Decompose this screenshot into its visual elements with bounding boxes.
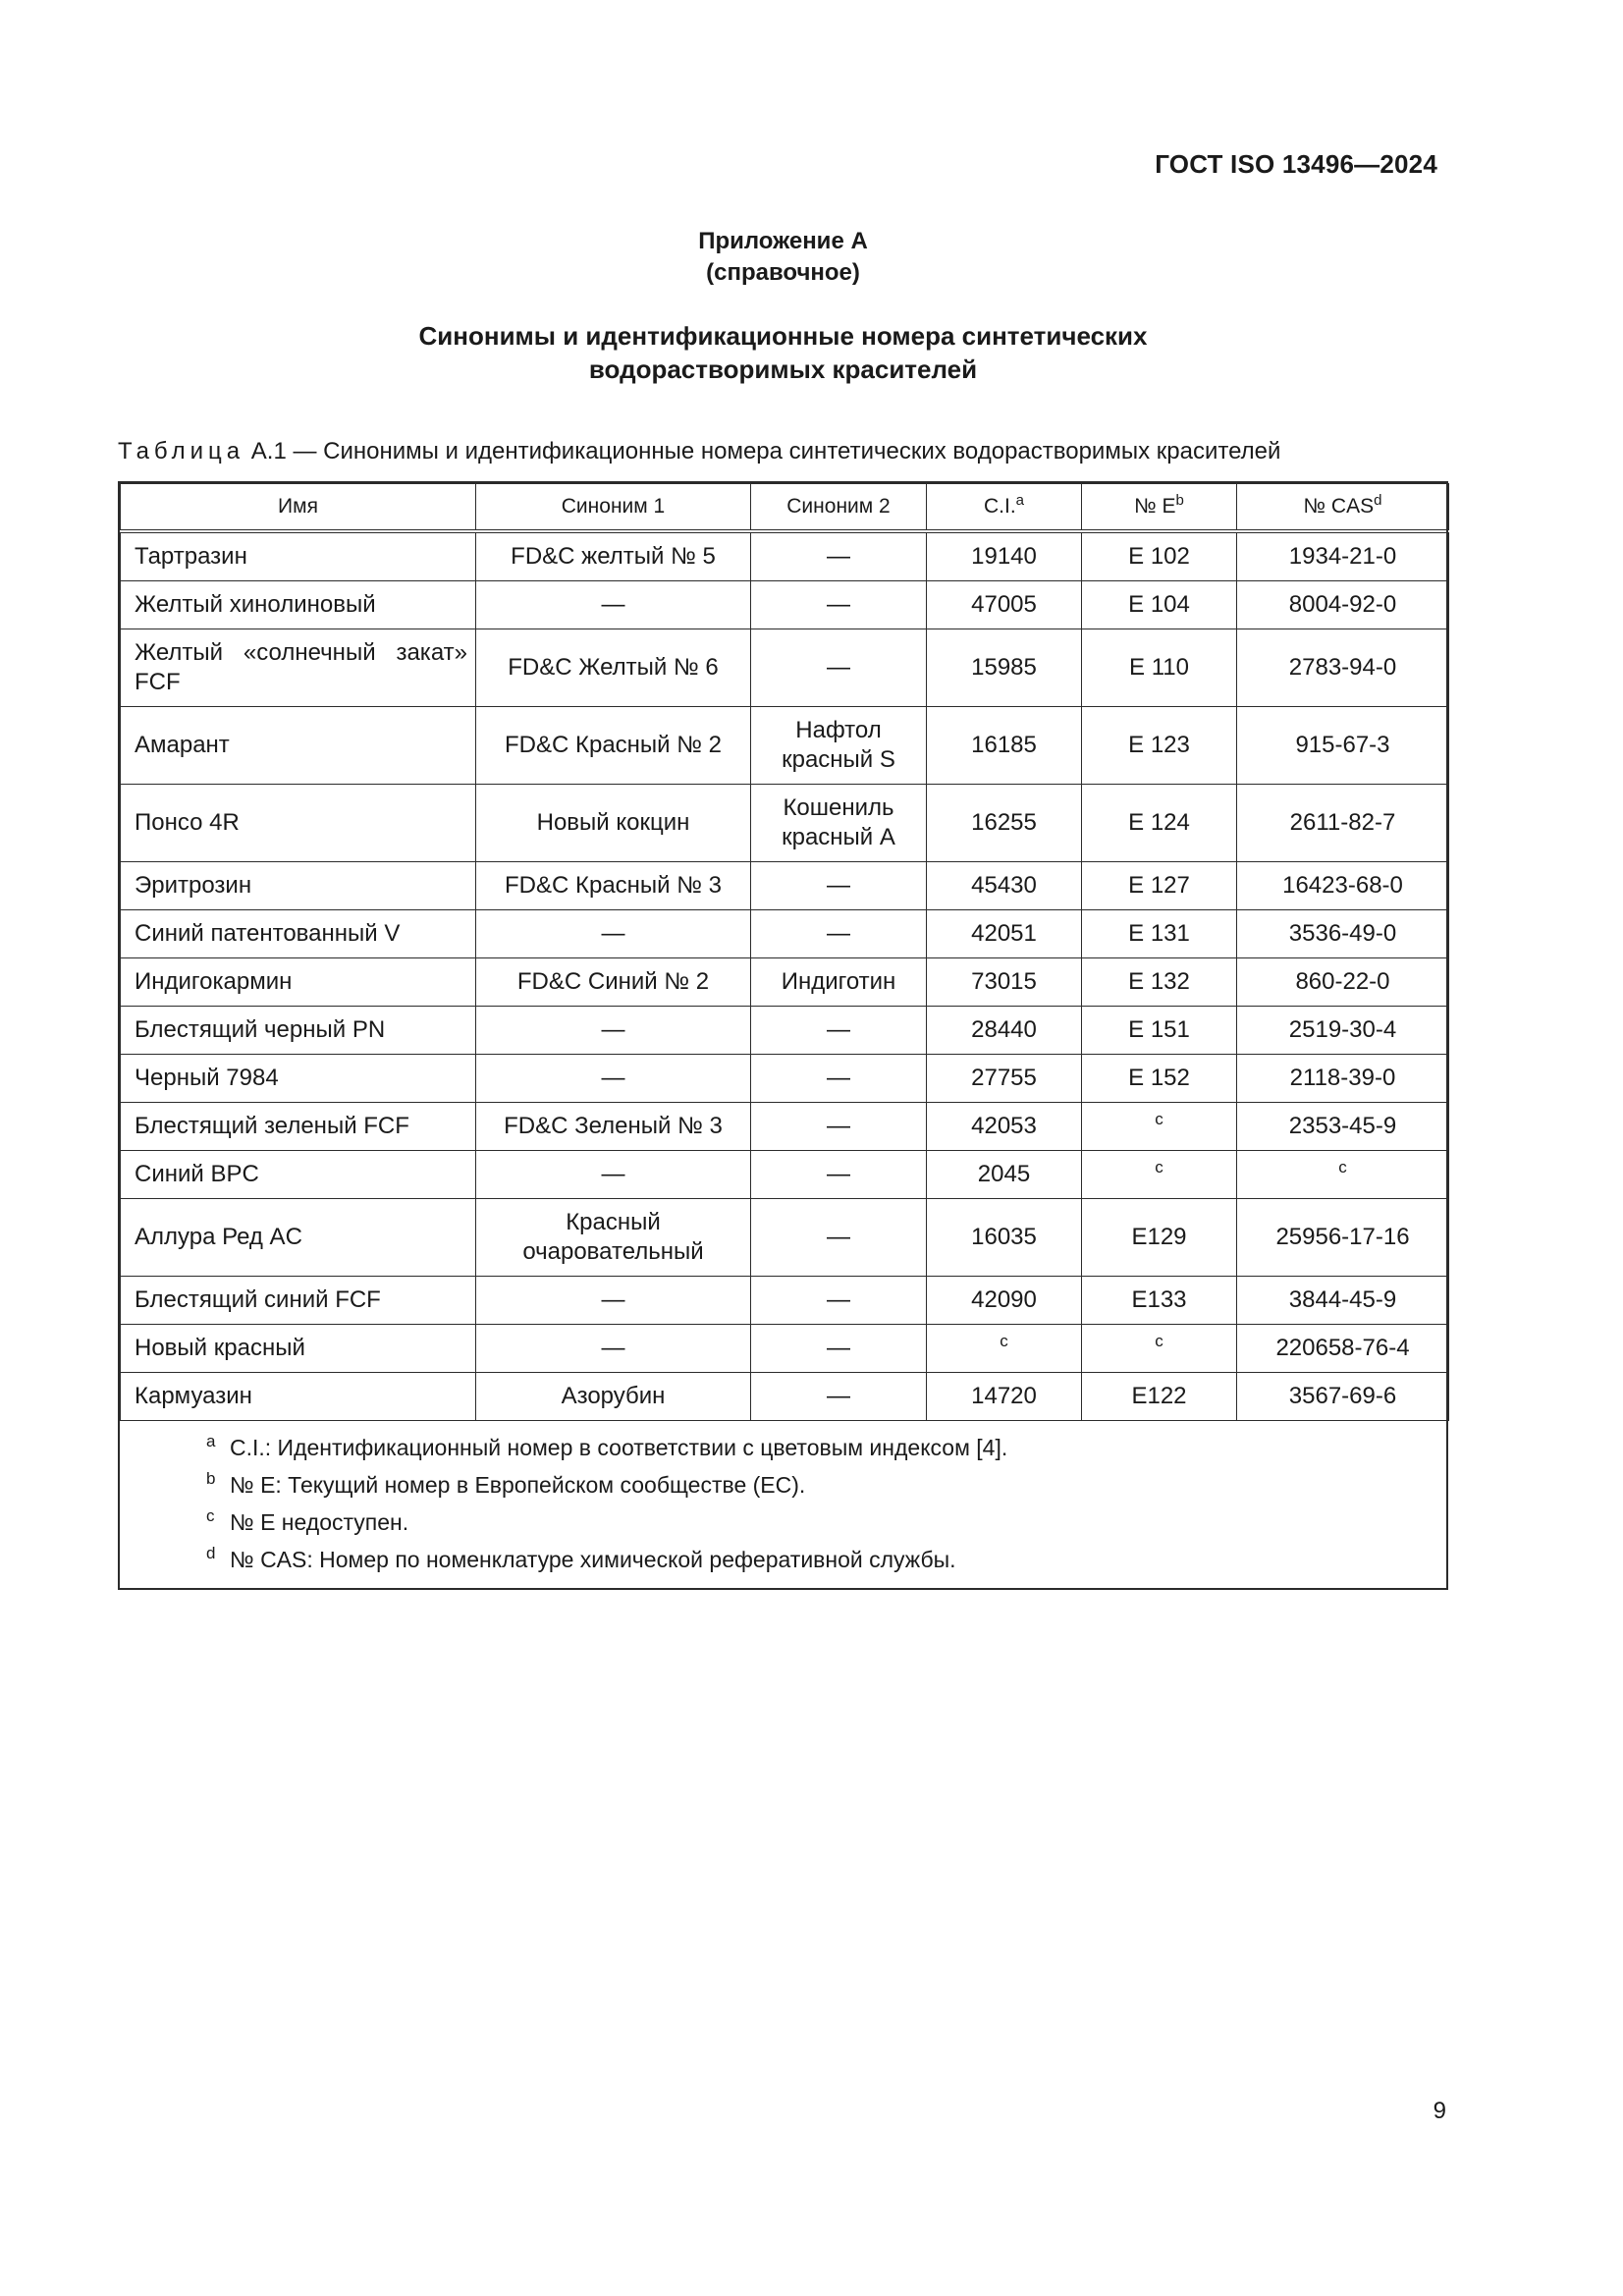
footnote-text: № CAS: Номер по номенклатуре химической реферативной службы. [230, 1547, 956, 1572]
cell-e-number: E 132 [1082, 958, 1237, 1007]
cell-synonym2: — [751, 1199, 927, 1277]
cell-e-number: E 110 [1082, 629, 1237, 707]
cell-synonym2: Кошениль красный A [751, 785, 927, 862]
cell-cas [1237, 1151, 1449, 1199]
table-row [121, 1055, 1449, 1103]
cell-e-number: E 104 [1082, 581, 1237, 629]
cell-ci: 42053 [927, 1103, 1082, 1151]
header-e-number [1082, 484, 1237, 532]
cell-synonym1: Красный очаровательный [476, 1199, 751, 1277]
footnote-mark: a [206, 1432, 216, 1450]
cell-e-number [1082, 1151, 1237, 1199]
cell-synonym1: — [476, 581, 751, 629]
table-row [121, 1007, 1449, 1055]
cell-name: Амарант [121, 707, 476, 785]
cell-synonym2: — [751, 1007, 927, 1055]
dyes-table [120, 483, 1449, 1421]
table-header-row [121, 484, 1449, 532]
cell-cas: 3536-49-0 [1237, 910, 1449, 958]
cell-synonym1: Азорубин [476, 1373, 751, 1421]
cell-cas: 8004-92-0 [1237, 581, 1449, 629]
cell-name: Аллура Ред AC [121, 1199, 476, 1277]
header-ci [927, 484, 1082, 532]
footnote-mark: d [206, 1544, 216, 1562]
cell-name: Индигокармин [121, 958, 476, 1007]
footnote-marker: b [1175, 492, 1184, 509]
document-code: ГОСТ ISO 13496—2024 [1155, 149, 1437, 179]
footnote [206, 1503, 1446, 1541]
cell-ci [927, 1325, 1082, 1373]
cell-name: Желтый «солнечный закат» FCF [121, 629, 476, 707]
table-row [121, 862, 1449, 910]
cell-e-number: E129 [1082, 1199, 1237, 1277]
footnote-marker: c [1155, 1332, 1163, 1350]
cell-ci: 73015 [927, 958, 1082, 1007]
cell-cas: 2519-30-4 [1237, 1007, 1449, 1055]
cell-synonym2: — [751, 1277, 927, 1325]
header-label: Синоним 1 [561, 495, 666, 518]
footnote [206, 1466, 1446, 1503]
cell-cas: 25956-17-16 [1237, 1199, 1449, 1277]
header-label: Синоним 2 [786, 495, 891, 518]
cell-synonym1: — [476, 1277, 751, 1325]
footnote-marker: c [1338, 1158, 1347, 1176]
cell-synonym1: — [476, 910, 751, 958]
cell-cas: 3844-45-9 [1237, 1277, 1449, 1325]
footnote-mark: c [206, 1506, 215, 1525]
cell-cas: 16423-68-0 [1237, 862, 1449, 910]
footnote-text: C.I.: Идентификационный номер в соответствии с цветовым индексом [4]. [230, 1435, 1008, 1460]
table-row [121, 1151, 1449, 1199]
cell-synonym2: — [751, 910, 927, 958]
cell-synonym2: — [751, 1151, 927, 1199]
cell-ci: 28440 [927, 1007, 1082, 1055]
footnote-text: № E недоступен. [230, 1509, 409, 1535]
header-synonym1 [476, 484, 751, 532]
cell-name: Синий BPC [121, 1151, 476, 1199]
table-row [121, 1199, 1449, 1277]
cell-synonym1: — [476, 1151, 751, 1199]
cell-name: Блестящий зеленый FCF [121, 1103, 476, 1151]
cell-synonym2: — [751, 862, 927, 910]
annex-kind: (справочное) [706, 259, 860, 286]
footnote-marker: c [1000, 1332, 1008, 1350]
table-row [121, 629, 1449, 707]
cell-cas: 2783-94-0 [1237, 629, 1449, 707]
cell-ci: 15985 [927, 629, 1082, 707]
cell-synonym2: Нафтол красный S [751, 707, 927, 785]
cell-synonym2: — [751, 1055, 927, 1103]
cell-synonym1: FD&C Красный № 2 [476, 707, 751, 785]
cell-e-number [1082, 1325, 1237, 1373]
footnote [206, 1429, 1446, 1466]
page-number: 9 [1433, 2098, 1446, 2124]
annex-title: Приложение А [698, 228, 868, 254]
cell-name: Синий патентованный V [121, 910, 476, 958]
header-label: Имя [278, 495, 318, 518]
cell-cas: 860-22-0 [1237, 958, 1449, 1007]
table-row [121, 785, 1449, 862]
cell-cas: 2118-39-0 [1237, 1055, 1449, 1103]
cell-cas: 2611-82-7 [1237, 785, 1449, 862]
cell-e-number: E 152 [1082, 1055, 1237, 1103]
cell-e-number: E 124 [1082, 785, 1237, 862]
table-row [121, 707, 1449, 785]
table-row [121, 1103, 1449, 1151]
cell-synonym1: FD&C Желтый № 6 [476, 629, 751, 707]
cell-e-number: E 123 [1082, 707, 1237, 785]
cell-e-number: E122 [1082, 1373, 1237, 1421]
cell-synonym2: — [751, 1103, 927, 1151]
cell-name: Блестящий черный PN [121, 1007, 476, 1055]
cell-cas: 2353-45-9 [1237, 1103, 1449, 1151]
cell-ci: 14720 [927, 1373, 1082, 1421]
cell-e-number: E 151 [1082, 1007, 1237, 1055]
table-body [121, 531, 1449, 1421]
header-synonym2 [751, 484, 927, 532]
cell-name: Черный 7984 [121, 1055, 476, 1103]
cell-synonym1: FD&C желтый № 5 [476, 531, 751, 581]
header-name [121, 484, 476, 532]
cell-e-number: E133 [1082, 1277, 1237, 1325]
footnote-mark: b [206, 1469, 216, 1488]
footnote-marker: d [1374, 492, 1382, 509]
table-caption-label: Таблица [118, 438, 245, 465]
table-row [121, 1373, 1449, 1421]
cell-synonym1: Новый кокцин [476, 785, 751, 862]
cell-name: Блестящий синий FCF [121, 1277, 476, 1325]
dyes-table-container [118, 481, 1448, 1590]
cell-synonym2: — [751, 1373, 927, 1421]
cell-name: Эритрозин [121, 862, 476, 910]
footnote-text: № E: Текущий номер в Европейском сообществе (EC). [230, 1472, 806, 1498]
cell-cas: 915-67-3 [1237, 707, 1449, 785]
cell-ci: 42090 [927, 1277, 1082, 1325]
table-caption [118, 438, 1453, 465]
table-row [121, 1277, 1449, 1325]
cell-ci: 16185 [927, 707, 1082, 785]
cell-synonym1: FD&C Зеленый № 3 [476, 1103, 751, 1151]
cell-name: Тартразин [121, 531, 476, 581]
table-caption-text: А.1 — Синонимы и идентификационные номера синтетических водорастворимых красителей [244, 438, 1281, 465]
section-title [0, 319, 1566, 386]
cell-name: Кармуазин [121, 1373, 476, 1421]
cell-synonym1: FD&C Красный № 3 [476, 862, 751, 910]
table-footnotes [120, 1421, 1446, 1588]
footnote-marker: a [1015, 492, 1024, 509]
cell-synonym2: — [751, 629, 927, 707]
cell-ci: 19140 [927, 531, 1082, 581]
cell-cas: 220658-76-4 [1237, 1325, 1449, 1373]
footnote-marker: c [1155, 1158, 1163, 1176]
cell-ci: 16035 [927, 1199, 1082, 1277]
table-row [121, 581, 1449, 629]
header-label: № E [1134, 495, 1176, 518]
cell-e-number: E 127 [1082, 862, 1237, 910]
cell-synonym1: FD&C Синий № 2 [476, 958, 751, 1007]
cell-ci: 42051 [927, 910, 1082, 958]
section-title-line1: Синонимы и идентификационные номера синтетических [418, 321, 1148, 351]
table-row [121, 531, 1449, 581]
section-title-line2: водорастворимых красителей [588, 355, 978, 384]
header-label: № CAS [1303, 495, 1375, 518]
header-cas [1237, 484, 1449, 532]
cell-name: Желтый хинолиновый [121, 581, 476, 629]
cell-ci: 47005 [927, 581, 1082, 629]
cell-synonym2: — [751, 531, 927, 581]
cell-name: Понсо 4R [121, 785, 476, 862]
header-label: C.I. [983, 495, 1016, 518]
table-row [121, 958, 1449, 1007]
cell-e-number: E 131 [1082, 910, 1237, 958]
cell-synonym2: Индиготин [751, 958, 927, 1007]
footnote [206, 1541, 1446, 1578]
cell-synonym1: — [476, 1325, 751, 1373]
table-row [121, 1325, 1449, 1373]
cell-ci: 27755 [927, 1055, 1082, 1103]
cell-ci: 2045 [927, 1151, 1082, 1199]
cell-name: Новый красный [121, 1325, 476, 1373]
cell-synonym2: — [751, 1325, 927, 1373]
cell-synonym1: — [476, 1007, 751, 1055]
footnote-marker: c [1155, 1110, 1163, 1128]
table-row [121, 910, 1449, 958]
cell-ci: 45430 [927, 862, 1082, 910]
cell-e-number: E 102 [1082, 531, 1237, 581]
cell-ci: 16255 [927, 785, 1082, 862]
cell-cas: 1934-21-0 [1237, 531, 1449, 581]
cell-synonym2: — [751, 581, 927, 629]
cell-synonym1: — [476, 1055, 751, 1103]
annex-heading [0, 226, 1566, 289]
cell-cas: 3567-69-6 [1237, 1373, 1449, 1421]
cell-e-number [1082, 1103, 1237, 1151]
